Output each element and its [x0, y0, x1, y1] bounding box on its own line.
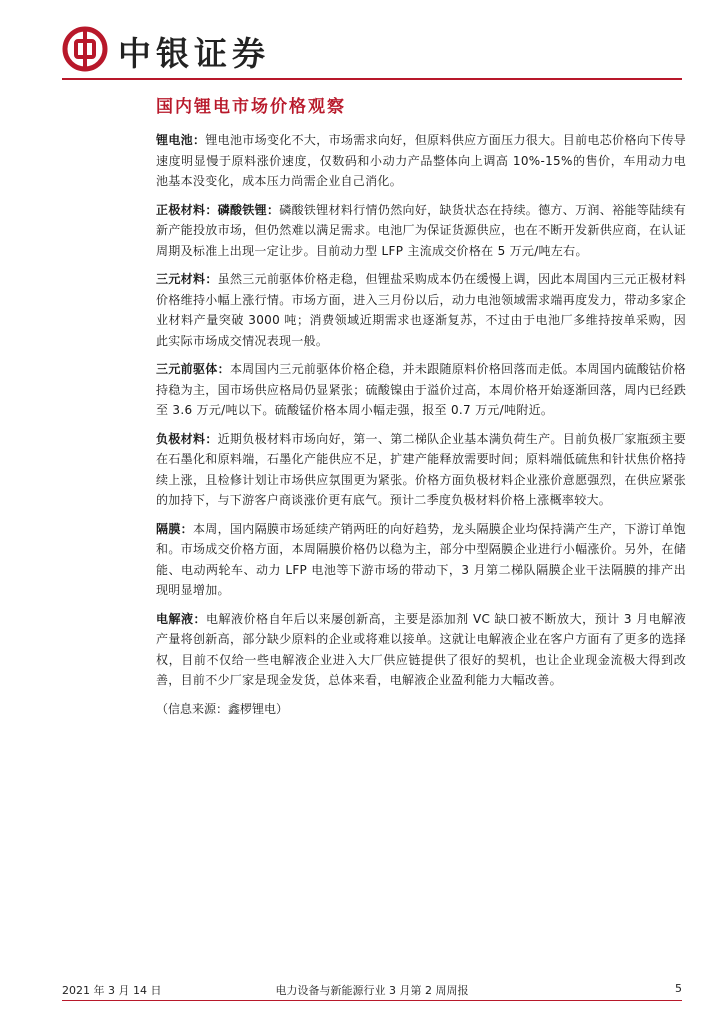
paragraph-anode: 负极材料：近期负极材料市场向好，第一、第二梯队企业基本满负荷生产。目前负极厂家瓶颈主要在石墨化和原料端，石墨化产能供应不足，扩建产能释放需要时间；原料端低硫焦和针状焦价格持续上涨，且检修计划让市场供应氛围更为紧张。价格方面负极材料企业涨价意愿强烈，在供应紧张的加持下，与下游客户商谈涨价更有底气。预计二季度负极材料价格上涨概率较大。 [156, 431, 686, 507]
paragraph-label: 正极材料 [156, 202, 206, 217]
paragraph-text: 本周国内三元前驱体价格企稳，并未跟随原料价格回落而走低。本周国内硫酸钴价格持稳为主，国市场供应格局仍显紧张；硫酸镍由于溢价过高，本周价格开始逐渐回落，周内已经跌至 3.6 万元/吨以下。硫酸锰价格本周小幅走强，报至 0.7 万元/吨附近。 [156, 362, 686, 417]
paragraph-electrolyte: 电解液：电解液价格自年后以来屡创新高，主要是添加剂 VC 缺口被不断放大，预计 3 月电解液产量将创新高，部分缺少原料的企业或将难以接单。这就让电解液企业在客户方面有了更多的选择权，目前不仅给一些电解液企业进入大厂供应链提供了很好的契机，也让企业现金流极大得到改善，目前不少厂家是现金发货，总体来看，电解液企业盈利能力大幅改善。 [156, 611, 686, 687]
paragraph-ternary: 三元材料：虽然三元前驱体价格走稳，但锂盐采购成本仍在缓慢上调，因此本周国内三元正极材料价格维持小幅上涨行情。市场方面，进入三月份以后，动力电池领域需求端再度发力，带动多家企业材料产量突破 3000 吨；消费领域近期需求也逐渐复苏，不过由于电池厂多维持按单采购，因此实际市场成交情况表现一般。 [156, 272, 686, 348]
brand-name: 中银证券 [118, 34, 270, 73]
paragraph-text: 近期负极材料市场向好，第一、第二梯队企业基本满负荷生产。目前负极厂家瓶颈主要在石墨化和原料端，石墨化产能供应不足，扩建产能释放需要时间；原料端低硫焦和针状焦价格持续上涨，且检修计划让市场供应氛围更为紧张。价格方面负极材料企业涨价意愿强烈，在供应紧张的加持下，与下游客户商谈涨价更有底气。预计二季度负极材料价格上涨概率较大。 [156, 431, 686, 507]
report-title: 电力设备与新能源行业 3 月第 2 周周报 [275, 984, 469, 997]
paragraph-separator: 隔膜：本周，国内隔膜市场延续产销两旺的向好趋势，龙头隔膜企业均保持满产生产，下游订单饱和。市场成交价格方面，本周隔膜价格仍以稳为主，部分中型隔膜企业进行小幅涨价。另外，在储能、电动两轮车、动力 LFP 电池等下游市场的带动下，3 月第二梯队隔膜企业干法隔膜的排产出现明显增加。 [156, 521, 686, 597]
paragraph-text: 锂电池市场变化不大，市场需求向好，但原料供应方面压力很大。目前电芯价格向下传导速度明显慢于原料涨价速度，仅数码和小动力产品整体向上调高 10%-15%的售价，车用动力电池基本没变化，成本压力尚需企业自己消化。 [156, 133, 686, 188]
page-header [62, 24, 682, 76]
paragraph-label: 锂电池 [156, 133, 193, 147]
paragraph-text: 本周，国内隔膜市场延续产销两旺的向好趋势，龙头隔膜企业均保持满产生产，下游订单饱和。市场成交价格方面，本周隔膜价格仍以稳为主，部分中型隔膜企业进行小幅涨价。另外，在储能、电动两轮车、动力 LFP 电池等下游市场的带动下，3 月第二梯队隔膜企业干法隔膜的排产出现明显增加。 [156, 521, 686, 597]
paragraph-label: 电解液 [156, 611, 194, 626]
paragraph-precursor: 三元前驱体：本周国内三元前驱体价格企稳，并未跟随原料价格回落而走低。本周国内硫酸钴价格持稳为主，国市场供应格局仍显紧张；硫酸镍由于溢价过高，本周价格开始逐渐回落，周内已经跌至 3.6 万元/吨以下。硫酸锰价格本周小幅走强，报至 0.7 万元/吨附近。 [156, 362, 686, 417]
paragraph-label: 三元前驱体 [156, 362, 218, 376]
page-number: 5 [675, 982, 682, 995]
paragraph-text: 电解液价格自年后以来屡创新高，主要是添加剂 VC 缺口被不断放大，预计 3 月电解液产量将创新高，部分缺少原料的企业或将难以接单。这就让电解液企业在客户方面有了更多的选择权，目前不仅给一些电解液企业进入大厂供应链提供了很好的契机，也让企业现金流极大得到改善，目前不少厂家是现金发货，总体来看，电解液企业盈利能力大幅改善。 [156, 611, 686, 687]
paragraph-label: 负极材料 [156, 431, 206, 446]
paragraph-label: 三元材料 [156, 272, 206, 286]
report-body [156, 130, 686, 719]
footer-divider [62, 1000, 682, 1001]
paragraph-label: 隔膜 [156, 521, 181, 536]
section-title: 国内锂电市场价格观察 [156, 97, 346, 117]
source-note: （信息来源：鑫椤锂电） [156, 701, 289, 716]
paragraph-sublabel: 磷酸铁锂 [217, 202, 267, 217]
paragraph-text: 磷酸铁锂材料行情仍然向好，缺货状态在持续。德方、万润、裕能等陆续有新产能投放市场，但仍然难以满足需求。电池厂为保证货源供应，也在不断开发新供应商，在认证周期及标准上出现一定让步。目前动力型 LFP 主流成交价格在 5 万元/吨左右。 [156, 202, 686, 258]
page-footer [62, 978, 682, 998]
header-divider [62, 78, 682, 80]
paragraph-battery: 锂电池：锂电池市场变化不大，市场需求向好，但原料供应方面压力很大。目前电芯价格向下传导速度明显慢于原料涨价速度，仅数码和小动力产品整体向上调高 10%-15%的售价，车用动力电池基本没变化，成本压力尚需企业自己消化。 [156, 133, 686, 188]
paragraph-cathode: 正极材料：磷酸铁锂：磷酸铁锂材料行情仍然向好，缺货状态在持续。德方、万润、裕能等陆续有新产能投放市场，但仍然难以满足需求。电池厂为保证货源供应，也在不断开发新供应商，在认证周期及标准上出现一定让步。目前动力型 LFP 主流成交价格在 5 万元/吨左右。 [156, 202, 686, 258]
report-date: 2021 年 3 月 14 日 [62, 984, 162, 997]
paragraph-text: 虽然三元前驱体价格走稳，但锂盐采购成本仍在缓慢上调，因此本周国内三元正极材料价格维持小幅上涨行情。市场方面，进入三月份以后，动力电池领域需求端再度发力，带动多家企业材料产量突破 3000 吨；消费领域近期需求也逐渐复苏，不过由于电池厂多维持按单采购，因此实际市场成交情况表现一般。 [156, 272, 686, 348]
bank-of-china-logo-icon [62, 26, 108, 72]
